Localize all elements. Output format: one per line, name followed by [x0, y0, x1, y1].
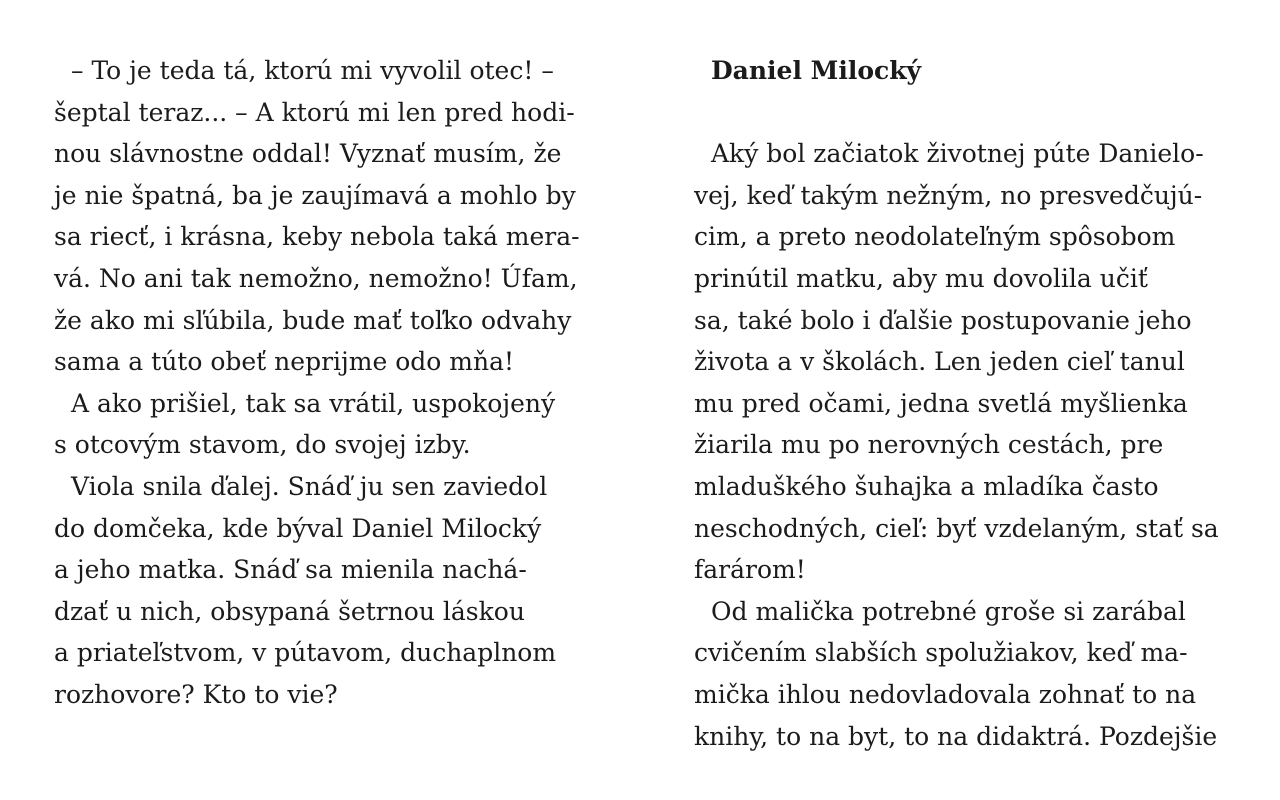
text-line: – To je teda tá, ktorú mi vyvolil otec! –: [71, 56, 554, 85]
text-line: sa, také bolo i ďalšie postupovanie jeho: [694, 305, 1192, 335]
text-line: do domčeka, kde býval Daniel Milocký: [54, 513, 542, 543]
text-line: Aký bol začiatok životnej púte Danielo-: [711, 139, 1204, 169]
right-page: [694, 50, 1254, 757]
text-line: cim, a preto neodolateľným spôsobom: [694, 222, 1176, 252]
text-line: s otcovým stavom, do svojej izby.: [54, 430, 471, 460]
text-line: dzať u nich, obsypaná šetrnou láskou: [54, 596, 525, 626]
text-line: mladuškého šuhajka a mladíka často: [694, 471, 1159, 501]
text-line: cvičením slabších spolužiakov, keď ma-: [694, 638, 1188, 668]
text-line: šeptal teraz... – A ktorú mi len pred hodi-: [54, 97, 575, 127]
text-line: Viola snila ďalej. Snáď ju sen zaviedol: [71, 471, 548, 501]
text-line: mička ihlou nedovladovala zohnať to na: [694, 679, 1197, 709]
text-line: a priateľstvom, v pútavom, duchaplnom: [54, 638, 557, 668]
text-line: nou slávnostne oddal! Vyznať musím, že: [54, 139, 562, 169]
text-line: rozhovore? Kto to vie?: [54, 679, 338, 709]
text-line: neschodných, cieľ: byť vzdelaným, stať sa: [694, 513, 1219, 543]
chapter-heading: Daniel Milocký: [711, 56, 922, 85]
text-line: farárom!: [694, 555, 806, 585]
text-line: mu pred očami, jedna svetlá myšlienka: [694, 388, 1188, 418]
text-line: že ako mi sľúbila, bude mať toľko odvahy: [54, 305, 572, 335]
text-line: vej, keď takým nežným, no presvedčujú-: [694, 180, 1203, 210]
text-line: a jeho matka. Snáď sa mienila nachá-: [54, 555, 527, 585]
text-line: sa riecť, i krásna, keby nebola taká mera-: [54, 222, 580, 252]
text-line: Od malička potrebné groše si zarábal: [711, 596, 1186, 626]
text-line: žiarila mu po nerovných cestách, pre: [694, 430, 1164, 460]
text-line: života a v školách. Len jeden cieľ tanul: [694, 347, 1185, 377]
text-line: prinútil matku, aby mu dovolila učiť: [694, 263, 1148, 293]
text-line: sama a túto obeť neprijme odo mňa!: [54, 347, 515, 377]
left-page: [54, 50, 614, 716]
text-line: knihy, to na byt, to na didaktrá. Pozdejšie: [694, 721, 1218, 751]
text-line: vá. No ani tak nemožno, nemožno! Úfam,: [54, 263, 578, 293]
text-line: je nie špatná, ba je zaujímavá a mohlo by: [54, 180, 576, 210]
blank-line: [694, 92, 1254, 134]
text-line: A ako prišiel, tak sa vrátil, uspokojený: [71, 388, 556, 418]
